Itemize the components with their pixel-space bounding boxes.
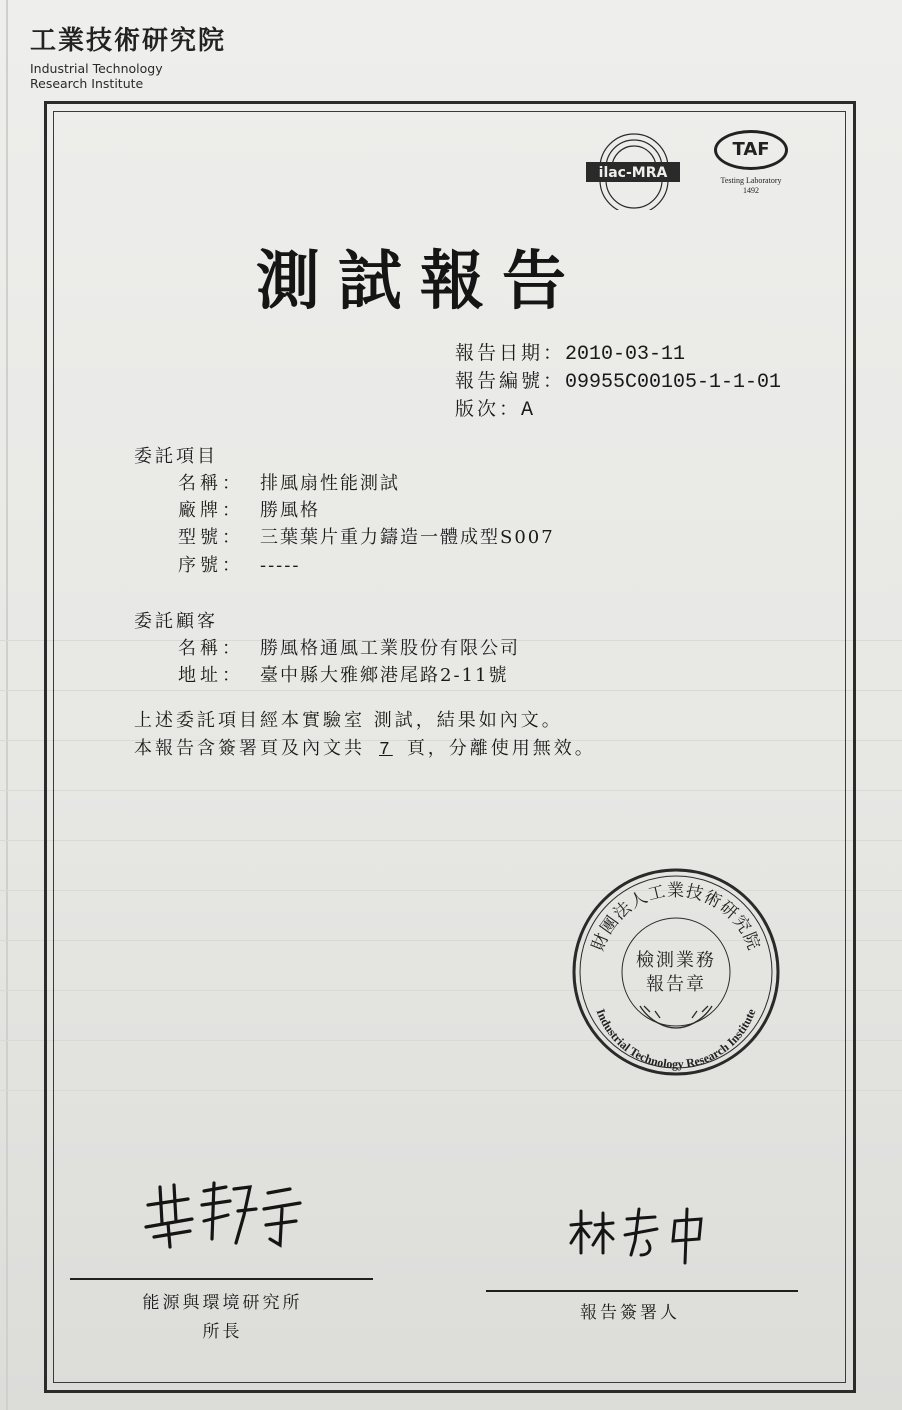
client-name-value: 勝風格通風工業股份有限公司: [260, 638, 520, 659]
item-serial-row: [178, 551, 300, 577]
institute-name-en-line2: Research Institute: [30, 76, 144, 91]
taf-caption: [706, 176, 796, 196]
item-model-value: 三葉葉片重力鑄造一體成型S007: [260, 527, 555, 548]
item-model-row: [178, 523, 555, 549]
seal-english-text: Industrial Technology Research Institute: [593, 1006, 759, 1072]
director-signature: [140, 1175, 310, 1255]
svg-text:董靜宇: 董靜宇: [140, 1175, 143, 1176]
report-number: [455, 366, 781, 394]
institute-name-en-line1: Industrial Technology: [30, 61, 163, 76]
item-name-value: 排風扇性能測試: [260, 473, 400, 494]
item-serial-value: -----: [260, 555, 301, 576]
item-name-row: [178, 469, 400, 495]
seal-center-line2: 報告章: [646, 974, 706, 995]
institute-name-en: [30, 61, 226, 91]
report-edition: [455, 394, 533, 422]
left-signatory-title: [120, 1288, 325, 1342]
statement-line2-suffix: 頁，分離使用無效。: [406, 738, 596, 759]
official-seal: [570, 866, 782, 1078]
commission-item-heading: 委託項目: [134, 446, 218, 467]
right-signatory-title: 報告簽署人: [580, 1303, 680, 1323]
taf-caption-line2: 1492: [743, 186, 759, 195]
letterhead: [30, 20, 226, 91]
report-number-label: 報告編號：: [455, 370, 566, 392]
client-address-label: 地址：: [178, 665, 244, 686]
item-brand-value: 勝風格: [260, 500, 320, 521]
seal-laurel-icon: [640, 1006, 712, 1028]
svg-text:林志中: 林志中: [565, 1205, 568, 1206]
client-heading: 委託顧客: [134, 611, 218, 632]
page-edge-shadow: [6, 0, 8, 1410]
statement-line1: 上述委託項目經本實驗室 測試，結果如內文。: [134, 710, 563, 731]
taf-caption-line1: Testing Laboratory: [720, 176, 782, 185]
client-name-label: 名稱：: [178, 638, 244, 659]
report-date-value: 2010-03-11: [565, 343, 686, 366]
report-date: [455, 338, 685, 366]
item-brand-label: 廠牌：: [178, 500, 244, 521]
client-address-value: 臺中縣大雅鄉港尾路2-11號: [260, 665, 509, 686]
taf-logo-mark: TAF: [714, 130, 788, 170]
client-address-row: [178, 661, 508, 687]
ilac-mra-logo: [582, 122, 684, 210]
item-serial-label: 序號：: [178, 555, 244, 576]
item-brand-row: [178, 496, 320, 522]
svg-text:ilac-MRA: ilac-MRA: [598, 165, 668, 181]
seal-org-text: 財團法人工業技術研究院: [588, 881, 764, 954]
report-edition-value: A: [521, 399, 534, 422]
report-date-label: 報告日期：: [455, 342, 566, 364]
item-model-label: 型號：: [178, 527, 244, 548]
taf-logo: [706, 130, 796, 210]
page-count: 7: [379, 740, 393, 760]
left-signatory-title-line1: 能源與環境研究所: [142, 1293, 303, 1313]
statement-line2-prefix: 本報告含簽署頁及內文共: [134, 738, 365, 759]
left-signatory-title-line2: 所長: [202, 1322, 243, 1342]
report-number-value: 09955C00105-1-1-01: [565, 371, 782, 394]
report-edition-label: 版次：: [455, 398, 522, 420]
signatory-signature: [565, 1205, 715, 1265]
statement-line2: [134, 734, 596, 760]
item-name-label: 名稱：: [178, 473, 244, 494]
report-title: 測試報告: [256, 244, 584, 319]
left-signature-line: [70, 1278, 373, 1280]
seal-center-line1: 檢測業務: [636, 950, 716, 971]
client-name-row: [178, 634, 520, 660]
right-signature-line: [486, 1290, 798, 1292]
institute-name-zh: 工業技術研究院: [30, 26, 227, 56]
